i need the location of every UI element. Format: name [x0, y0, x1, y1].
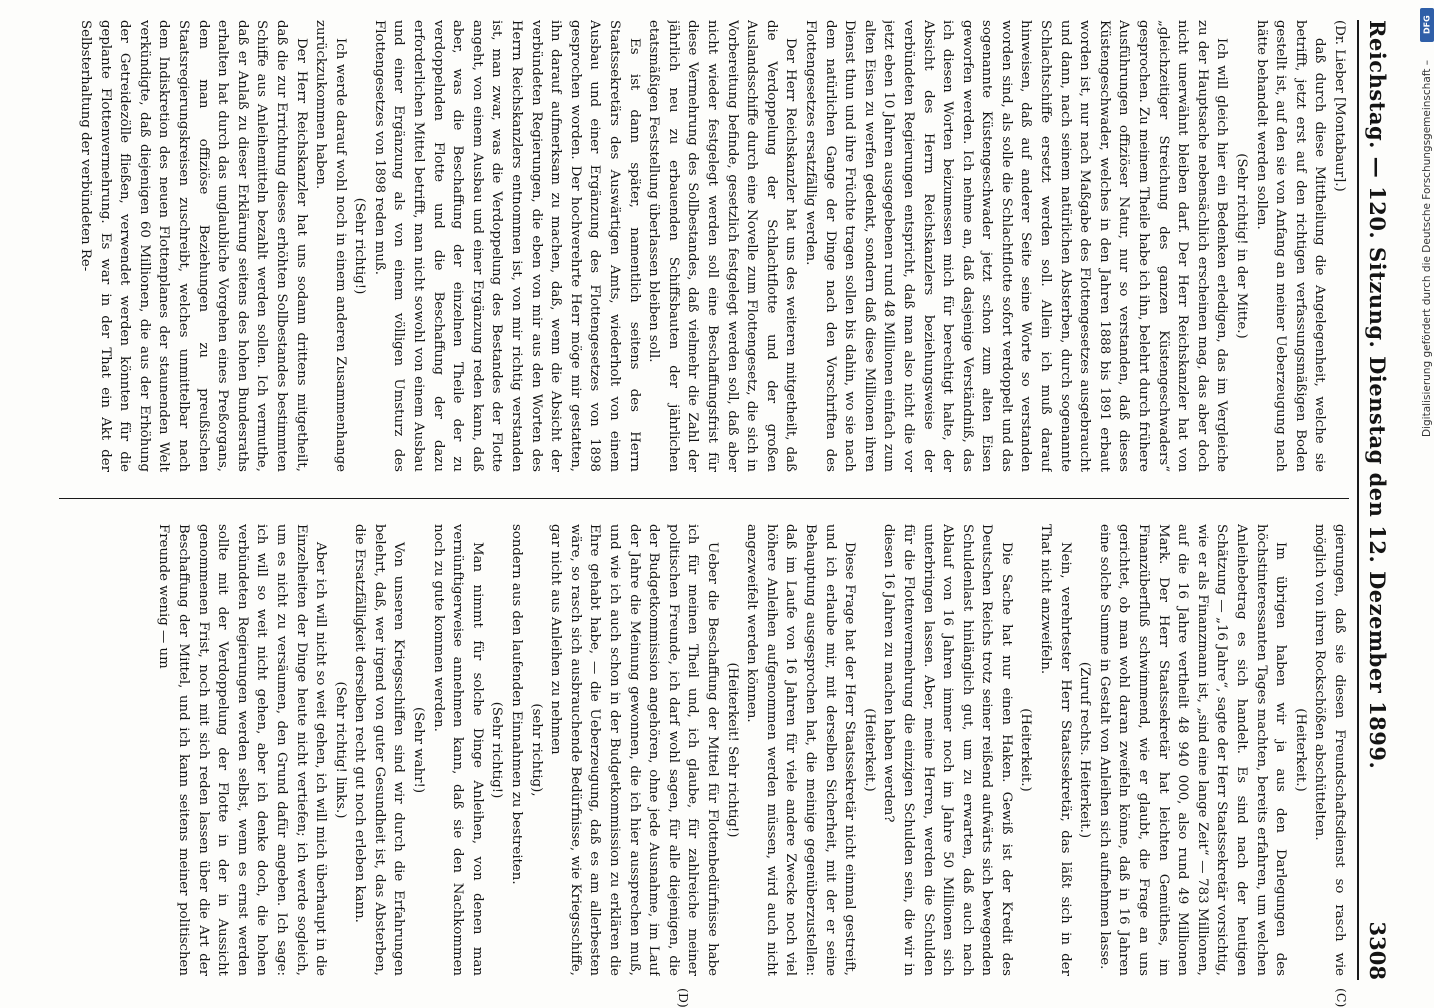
header-rule — [1357, 20, 1359, 980]
margin-marker-d: (D) — [676, 988, 691, 1008]
paragraph: Ich will gleich hier ein Bedenken erledigen, das im Vergleiche zu der Hauptsache nebensächlich erscheinen mag, das aber doch nicht unerwähnt bleiben darf. Der Herr Reichskanzler hat von „gleichzeitiger Streichung des ganzen Küstengeschwaders“ gesprochen. Zu meinem Theile habe ich ihn, belehrt durch frühere Ausführungen offiziöser Natur, nur so verstanden, daß dieses Küstengeschwader, welches in den Jahren 1888 bis 1891 erbaut worden ist, nur nach Maßgabe des Flottengesetzes ausgebraucht und dann, nach seinem natürlichen Absterben, durch sogenannte Schlachtschiffe ersetzt werden soll. Allein ich muß darauf hinweisen, daß auf anderer Seite seine Worte so verstanden worden sind, als solle die Schlachtflotte sofort verdoppelt und das sogenannte Küstengeschwader jetzt schon zum alten Eisen geworfen werden. Ich nehme an, daß dasjenige Verständniß, das ich diesen Worten beizumessen mich für berechtigt halte, der Absicht des Herrn Reichskanzlers beziehungsweise der verbündeten Regierungen entspricht, daß man also nicht die vor jetzt eben 10 Jahren ausgegebenen rund 48 Millionen einfach zum alten Eisen zu werfen gedenkt, sondern daß diese Millionen ihren Dienst thun und ihre Früchte tragen sollen bis dahin, wo sie nach dem natürlichen Gange der Dinge nach den Vorschriften des Flottengesetzes ersatzfällig werden. — [802, 20, 1230, 472]
column-divider — [59, 498, 1349, 499]
paragraph: (Heiterkeit.) — [1018, 708, 1034, 792]
digitization-attribution: Digitalisierung gefördert durch die Deutsche Forschungsgemeinschaft – — [1421, 60, 1433, 437]
rotated-page-content — [33, 20, 1413, 1008]
paragraph: (Heiterkeit! Sehr richtig!) — [724, 662, 740, 838]
paragraph: (sehr richtig), — [528, 703, 544, 797]
paragraph: Der Herr Reichskanzler hat uns des weiteren mitgetheilt, daß die Verdoppelung der Schlachtflotte und der großen Auslandsschiffe durch eine Novelle zum Flottengesetz, die sich in Vorbereitung befinde, gesetzlich festgelegt werden soll, daß aber nicht wieder festgelegt werden soll eine Beschaffungsfrist für diese Vermehrung des Sollbestandes, daß vielmehr die Zahl der jährlich neu zu erbauenden Schiffsbauten der jährlichen etatsmäßigen Feststellung überlassen bleiben soll. — [646, 20, 799, 472]
page-number: 3308 — [1365, 921, 1390, 980]
paragraph: Man nimmt für solche Dinge Anleihen, von denen man vernünftigerweise annehmen kann, daß sie den Nachkommen noch zu gute kommen werden. — [430, 524, 485, 976]
paragraph: Nein, verehrtester Herr Staatssekretär, das läßt sich in der That nicht anzweifeln. — [1038, 524, 1073, 976]
paragraph: Aber ich will nicht so weit gehen, ich will mich überhaupt in die Einzelheiten der Dinge heute nicht vertiefen; ich werde sogleich, um es nicht zu versäumen, den Grund dafür angeben. Ich sage: ich will so weit nicht gehen, aber ich denke doch, die hohen verbündeten Regierungen werden selbst, wenn es ernst werden sollte mit der Verdoppelung der Flotte in der in Aussicht genommenen Frist, noch mit sich reden lassen über die Art der Beschaffung der Mittel, und ich kann seitens meiner politischen Freunde wenig — um — [156, 524, 329, 976]
paragraph: (Dr. Lieber [Montabaur].) — [1332, 20, 1347, 192]
paragraph: Im übrigen haben wir ja aus den Darlegungen des höchstinteressanten Tages machten, bereits erfahren, um welchen Anleihebetrag es sich handelt. Es sind nach der heutigen Schätzung — „16 Jahre“, sagte der Herr Staatssekretär vorsichtig, wie er als Finanzmann ist, „sind eine lange Zeit“ — 783 Millionen, auf die 16 Jahre vertheilt 48 940 000, also rund 49 Millionen Mark. Der Herr Staatssekretär hat leichten Gemüthes, im Finanzüberfluß schwimmend, wie er glaubt, die Frage an uns gerichtet, ob man wohl daran zweifeln könne, daß in 16 Jahren eine solche Summe in Gestalt von Anleihen sich aufnehmen lasse. — [1096, 524, 1289, 976]
page-header — [1365, 20, 1413, 980]
paragraph: Diese Frage hat der Herr Staatssekretär nicht einmal gestreift, und ich erlaube mir, mit derselben Sicherheit, mit der er seine Behauptung ausgesprochen hat, die meinige gegenüberzustellen: daß im Laufe von 16 Jahren für viele andere Zwecke noch viel höhere Anleihen aufgenommen werden müssen, wird auch nicht angezweifelt werden können. — [744, 524, 858, 976]
page-header-title: Reichstag. — 120. Sitzung. Dienstag den 12. Dezember 1899. — [1365, 20, 1390, 770]
paragraph: Ich werde darauf wohl noch in einem anderen Zusammenhange zurückzukommen haben. — [313, 20, 348, 472]
dfg-logo: DFG — [1420, 8, 1434, 42]
paragraph: (Sehr richtig!) — [489, 701, 505, 799]
paragraph: (Sehr richtig! links.) — [332, 681, 348, 819]
paragraph: Von unseren Kriegsschiffen sind wir durch die Erfahrungen belehrt, daß, wer irgend von guter Gesundheit ist, das Absterben, die Ersatzfälligkeit derselben recht gut noch erleben kann. — [352, 524, 407, 976]
paragraph: Die Sache hat nur einen Haken. Gewiß ist der Kredit des Deutschen Reichs trotz seiner reißend aufwärts sich bewegenden Schuldenlast hinlänglich gut, um zu erwarten, daß auch nach Ablauf von 16 Jahren immer noch im Jahre 50 Millionen sich unterbringen lassen. Aber, meine Herren, werden die Schulden für die Flottenvermehrung die einzigen Schulden sein, die wir in diesen 16 Jahren zu machen haben werden? — [881, 524, 1014, 976]
paragraph: (Heiterkeit.) — [1292, 708, 1308, 792]
paragraph: Ueber die Beschaffung der Mittel für Flottenbedürfnisse habe ich für meinen Theil und, ich glaube, für zahlreiche meiner politischen Freunde, ich darf wohl sagen, für alle diejenigen, die der Budgetkommission angehören, ohne jede Ausnahme, im Lauf der Jahre die Meinung gewonnen, die ich hier aussprechen muß, und wie ich auch schon in der Budgetkommission zu erklären die Ehre gehabt habe, — die Ueberzeugung, daß es am allerbesten wäre, so rasch sich ausbrauchende Bedürfnisse, wie Kriegsschiffe, gar nicht aus Anleihen zu nehmen — [548, 524, 720, 976]
paragraph: Der Herr Reichskanzler hat uns sodann drittens mitgetheilt, daß die zur Errichtung dieses erhöhten Sollbestandes bestimmten Schiffe aus Anleihemitteln bezahlt werden sollen. Ich vermuthe, daß er Anlaß zu dieser Erklärung seitens des hohen Bundesraths erhalten hat durch das unglaubliche Vorgehen eines Preßorgans, dem man offiziöse Beziehungen zu preußischen Staatsregierungskreisen zuschreibt, welches unmittelbar nach dem Indiskretion des neuen Flottenplanes der staunenden Welt verkündigte, daß diejenigen 60 Millionen, die aus der Erhöhung der Getreidezölle fließen, verwendet werden könnten für die geplante Flottenvermehrung. Es war in der That ein Akt der Selbsterhaltung der verbündeten Re- — [78, 20, 309, 472]
paragraph: (Sehr richtig!) — [352, 197, 368, 295]
paragraph: Es ist dann später, namentlich seitens des Herrn Staatssekretärs des Auswärtigen Amts, wiederholt von einem Ausbau und einer Ergänzung des Flottengesetzes von 1898 gesprochen worden. Der hochverehrte Herr möge mir gestatten, ihn darauf aufmerksam zu machen, daß, wenn die Absicht der verbündeten Regierungen, die eben von mir aus den Worten des Herrn Reichskanzlers entnommen ist, von mir richtig verstanden ist, man zwar, was die Verdoppelung des Bestandes der Flotte angeht, von einem Ausbau und einer Ergänzung reden kann, daß aber, was die Beschaffung der einzelnen Theile der zu verdoppelnden Flotte und die Beschaffung der dazu erforderlichen Mittel betrifft, man nicht sowohl von einem Ausbau und einer Ergänzung als von einem völligen Umsturz des Flottengesetzes von 1898 reden muß. — [371, 20, 642, 472]
paragraph: (Sehr wahr!) — [411, 706, 427, 794]
margin-marker-c: (C) — [1334, 988, 1349, 1008]
paragraph: (Zuruf rechts. Heiterkeit.) — [1077, 661, 1093, 839]
right-text-column — [49, 524, 1349, 976]
left-text-column — [49, 20, 1349, 472]
paragraph: daß durch diese Mittheilung die Angelegenheit, welche sie betrifft, jetzt erst auf den richtigen verfassungsmäßigen Boden gestellt ist, auf den sie von Anfang an meiner Ueberzeugung nach hätte behandelt werden sollen. — [1253, 20, 1328, 472]
paragraph: gierungen, daß sie diesen Freundschaftsdienst so rasch wie möglich von ihren Rockschößen abschüttelten. — [1312, 524, 1347, 976]
paragraph: sondern aus den laufenden Einnahmen zu bestreiten. — [509, 524, 525, 885]
paragraph: (Heiterkeit.) — [861, 708, 877, 792]
paragraph: (Sehr richtig! in der Mitte.) — [1234, 153, 1250, 339]
